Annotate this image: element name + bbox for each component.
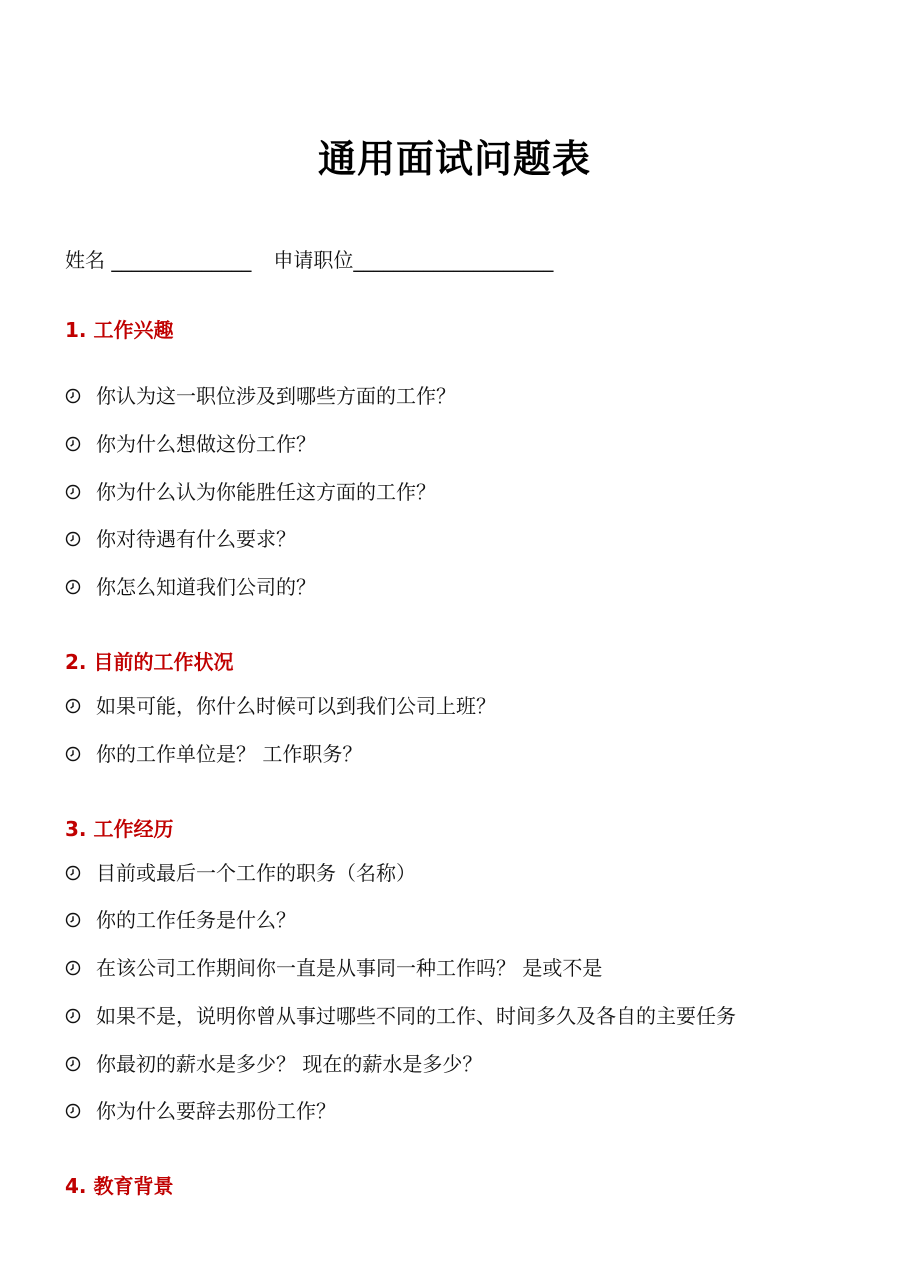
question-text: 你为什么要辞去那份工作？ <box>96 1099 336 1123</box>
section-heading-work-experience: 3. 工作经历 <box>65 817 174 841</box>
section-heading-current-status: 2. 目前的工作状况 <box>65 650 234 674</box>
applicant-fields <box>65 244 553 273</box>
question-text: 你对待遇有什么要求？ <box>96 527 296 551</box>
question-text: 你的工作任务是什么？ <box>96 908 296 932</box>
question-text: 如果可能，你什么时候可以到我们公司上班？ <box>96 694 496 718</box>
name-field: 姓名 ______________ <box>65 248 252 272</box>
question-item <box>65 480 436 504</box>
clock-icon <box>65 960 81 976</box>
clock-icon <box>65 579 81 595</box>
question-item <box>65 908 296 932</box>
question-item <box>65 575 316 599</box>
clock-icon <box>65 484 81 500</box>
clock-icon <box>65 912 81 928</box>
question-item <box>65 694 496 718</box>
question-item <box>65 1004 736 1028</box>
question-item <box>65 1052 482 1076</box>
question-item <box>65 861 416 885</box>
question-item <box>65 742 362 766</box>
question-text: 在该公司工作期间你一直是从事同一种工作吗？ 是或不是 <box>96 956 603 980</box>
clock-icon <box>65 746 81 762</box>
question-text: 你怎么知道我们公司的？ <box>96 575 316 599</box>
question-text: 目前或最后一个工作的职务（名称） <box>96 861 416 885</box>
question-text: 你最初的薪水是多少？ 现在的薪水是多少？ <box>96 1052 483 1076</box>
question-text: 你为什么想做这份工作？ <box>96 432 316 456</box>
clock-icon <box>65 1056 81 1072</box>
question-text: 你的工作单位是？ 工作职务？ <box>96 742 363 766</box>
question-text: 如果不是，说明你曾从事过哪些不同的工作、时间多久及各自的主要任务 <box>96 1004 736 1028</box>
question-item <box>65 432 316 456</box>
clock-icon <box>65 1008 81 1024</box>
question-text: 你为什么认为你能胜任这方面的工作？ <box>96 480 436 504</box>
position-field: 申请职位____________________ <box>273 248 554 272</box>
section-heading-education: 4. 教育背景 <box>65 1174 174 1198</box>
page-title: 通用面试问题表 <box>317 137 591 181</box>
clock-icon <box>65 531 81 547</box>
question-item <box>65 384 456 408</box>
clock-icon <box>65 698 81 714</box>
question-item <box>65 1099 336 1123</box>
question-item <box>65 527 296 551</box>
clock-icon <box>65 1103 81 1119</box>
question-item <box>65 956 602 980</box>
clock-icon <box>65 388 81 404</box>
clock-icon <box>65 865 81 881</box>
section-heading-work-interest: 1. 工作兴趣 <box>65 318 174 342</box>
clock-icon <box>65 436 81 452</box>
question-text: 你认为这一职位涉及到哪些方面的工作？ <box>96 384 456 408</box>
